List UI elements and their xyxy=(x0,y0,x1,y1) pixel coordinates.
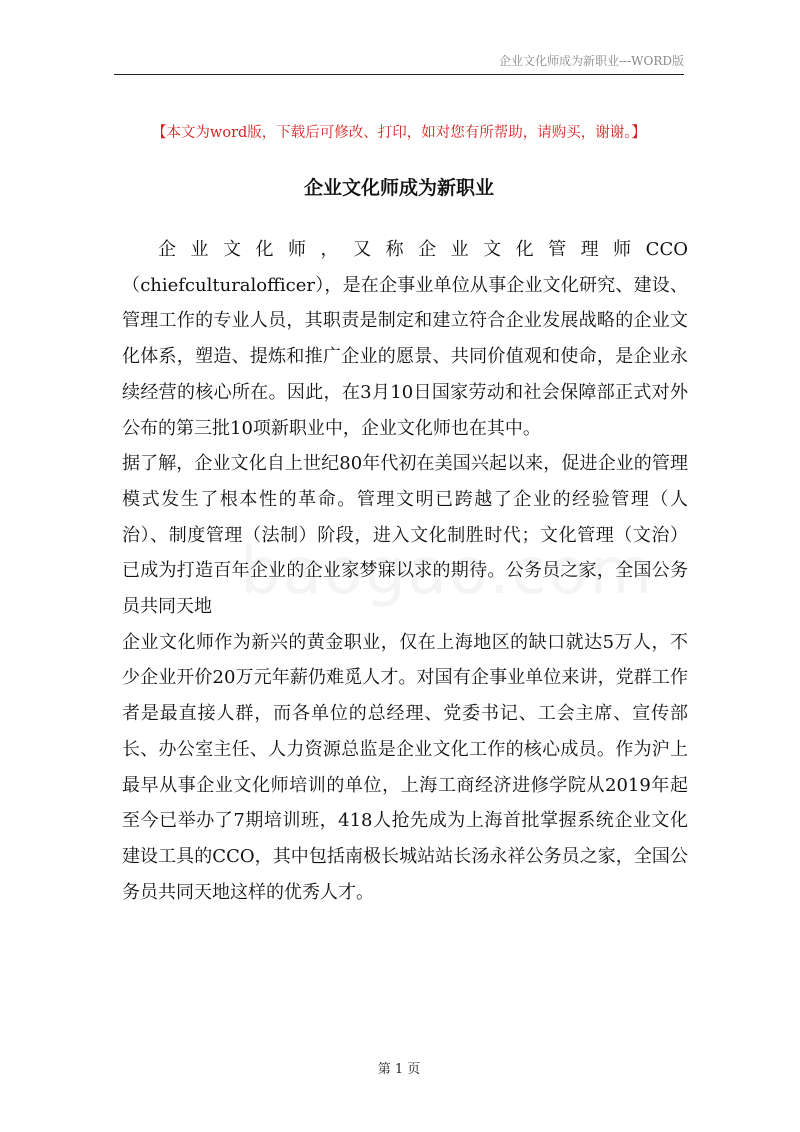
running-title: 企业文化师成为新职业---WORD版 xyxy=(499,54,684,68)
page-header xyxy=(114,52,684,75)
paragraph-demand: 企业文化师作为新兴的黄金职业，仅在上海地区的缺口就达5万人，不少企业开价20万元年薪仍难觅人才。对国有企事业单位来讲，党群工作者是最直接人群，而各单位的总经理、党委书记、工会主席、宣传部长、办公室主任、人力资源总监是企业文化工作的核心成员。作为沪上最早从事企业文化师培训的单位，上海工商经济进修学院从2019年起至今已举办了7期培训班，418人抢先成为上海首批掌握系统企业文化建设工具的CCO，其中包括南极长城站站长汤永祥公务员之家，全国公务员共同天地这样的优秀人才。 xyxy=(122,631,688,903)
page-number: 第 1 页 xyxy=(377,1062,421,1077)
paragraph-history: 据了解，企业文化自上世纪80年代初在美国兴起以来，促进企业的管理模式发生了根本性的革命。管理文明已跨越了企业的经验管理（人治）、制度管理（法制）阶段，进入文化制胜时代；文化管理（文治）已成为打造百年企业的企业家梦寐以求的期待。公务员之家，全国公务员共同天地 xyxy=(122,453,688,618)
paragraph-intro: 企业文化师，又称企业文化管理师CCO（chiefculturalofficer），是在企事业单位从事企业文化研究、建设、管理工作的专业人员，其职责是制定和建立符合企业发展战略的企业文化体系，塑造、提炼和推广企业的愿景、共同价值观和使命，是企业永续经营的核心所在。因此，在3月10日国家劳动和社会保障部正式对外公布的第三批10项新职业中，企业文化师也在其中。 xyxy=(122,239,688,439)
download-notice: 【本文为word版，下载后可修改、打印，如对您有所帮助，请购买，谢谢。】 xyxy=(151,125,647,141)
document-body xyxy=(122,232,688,910)
document-title: 企业文化师成为新职业 xyxy=(303,177,494,199)
